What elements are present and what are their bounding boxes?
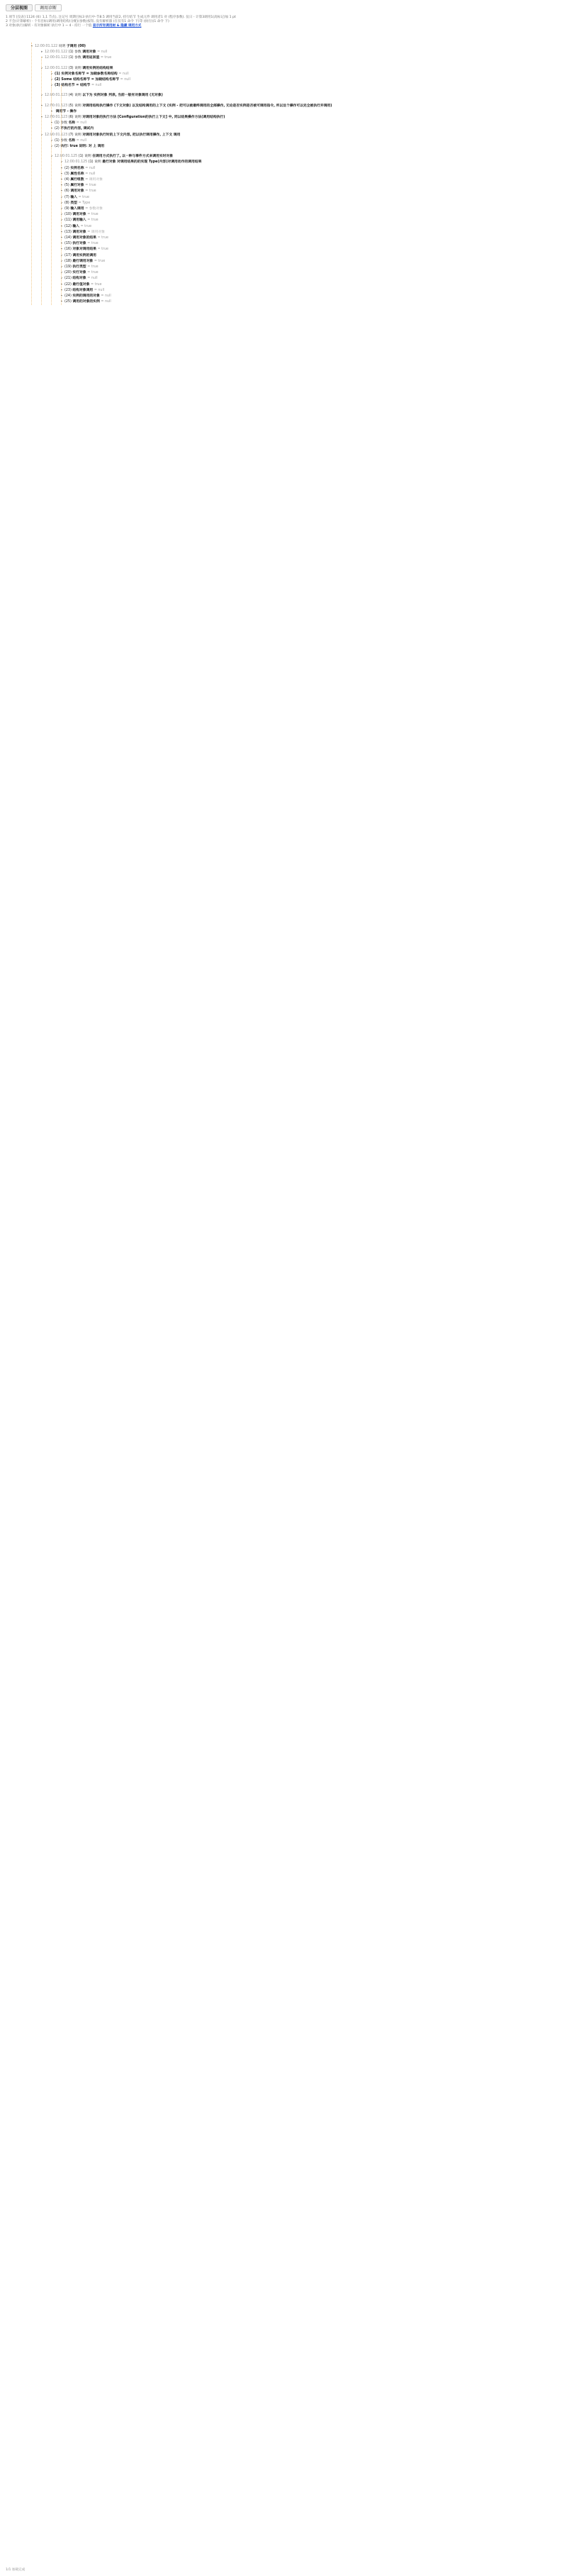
trace-row[interactable] — [41, 104, 332, 109]
row-name: 对调用结构执行操作 (下文对象) 以及结构调用的上下文 (实例 - 把可以被最终调用的全部操作, 无论是否实例是否被可调用指令, 所以这个操作可以完全被执行并调用) — [82, 104, 332, 108]
row-time: 12:00:01.122 — [45, 56, 69, 60]
row-name: 调用输入 — [72, 218, 88, 223]
tree-guide-line — [31, 43, 32, 305]
row-value: = null — [101, 300, 111, 304]
row-name: 实例名称 — [70, 166, 86, 170]
trace-row[interactable] — [41, 50, 107, 55]
row-value: = null — [76, 138, 87, 143]
row-name: 调用返回值 — [82, 56, 101, 60]
expand-icon[interactable]: ▸ — [61, 265, 63, 269]
row-value: = null — [85, 172, 96, 176]
row-name: 名称 — [68, 121, 77, 126]
expand-icon[interactable]: ▸ — [61, 160, 63, 165]
tree-guide-line — [61, 85, 62, 305]
row-value: = null — [87, 277, 98, 281]
row-value: = 调用对象 — [87, 230, 105, 234]
row-name: 最行值对象 — [72, 282, 91, 287]
row-level: (8) — [64, 201, 71, 205]
row-name: 调用实例的调用 — [72, 253, 96, 257]
row-name: 调用对象 — [70, 189, 86, 194]
row-name: 调用节 - 操作 — [55, 109, 77, 113]
row-level: (7) 说明 — [68, 133, 83, 137]
row-time: 12:00:01.122 — [45, 50, 69, 55]
row-name: 最行对象 对调用结果的的实现 Type(内容)对调用动作的调用结果 — [102, 160, 202, 165]
row-name: 实行对象 — [72, 271, 88, 275]
row-level: (2) — [64, 166, 71, 170]
expand-icon[interactable]: ▸ — [51, 72, 53, 76]
row-level: (12) — [64, 224, 73, 228]
expand-icon[interactable]: ▸ — [61, 224, 63, 228]
row-name: 不执行的内容, 调试内 — [60, 127, 94, 131]
trace-row[interactable] — [61, 247, 108, 252]
row-name: 调用对象的结果 — [72, 236, 98, 240]
row-level: (1) 参数 — [55, 138, 69, 143]
row-level: (6) 说明 — [68, 116, 83, 119]
trace-row[interactable] — [61, 294, 111, 299]
expand-icon[interactable]: ▸ — [61, 166, 63, 170]
tree-guide-line — [51, 71, 52, 305]
row-level: (11) — [64, 218, 73, 223]
expand-icon[interactable]: ▸ — [51, 127, 53, 131]
trace-row[interactable] — [51, 121, 86, 126]
tab-call-trace[interactable]: 调用诊断 — [35, 4, 62, 11]
row-value: = true — [80, 224, 92, 228]
row-level: (4) — [64, 178, 71, 182]
row-level: (1) 参数 — [68, 50, 83, 55]
expand-icon[interactable]: ▸ — [41, 50, 43, 55]
expand-icon[interactable]: ▸ — [61, 184, 63, 188]
trace-row[interactable] — [51, 77, 130, 82]
header-line-2: 2 不会(计算解析) - 个有目标(调用)调用结构(分配)(参数)按钮, 没有解析器 (在仅有1 命令 下)等 (执行)(1 命令 下) — [6, 20, 169, 23]
row-value: = true — [87, 271, 99, 275]
row-value: = 参数对象 — [85, 207, 103, 211]
row-value: = true — [100, 56, 112, 60]
row-name: 属性名称 — [70, 172, 86, 176]
row-name: 输入 — [72, 224, 81, 228]
row-name: 执行类型 — [72, 265, 88, 269]
trace-row[interactable] — [61, 195, 89, 200]
trace-row[interactable] — [61, 253, 96, 258]
expand-icon[interactable]: ▸ — [41, 66, 43, 70]
row-level: (3) — [64, 172, 71, 176]
tree-guide-line — [41, 57, 42, 305]
row-name: 属行对象 — [70, 184, 86, 188]
row-level: (17) — [64, 253, 73, 257]
trace-row[interactable] — [51, 83, 101, 88]
row-name: 输入调用 — [70, 207, 86, 211]
trace-row[interactable] — [61, 259, 105, 264]
trace-row[interactable] — [61, 270, 99, 275]
trace-row[interactable] — [61, 230, 105, 235]
row-name: 子调用 (00) — [66, 45, 86, 48]
row-level: (22) — [64, 282, 73, 287]
expand-icon[interactable]: ▸ — [31, 45, 33, 48]
row-time: 12:00:01.122 — [45, 66, 69, 70]
trace-row[interactable] — [61, 172, 95, 177]
expand-icon[interactable]: ▸ — [61, 253, 63, 257]
trace-row[interactable] — [51, 154, 173, 159]
expand-icon[interactable]: ▸ — [51, 121, 53, 126]
trace-row[interactable] — [61, 183, 96, 188]
trace-row[interactable] — [41, 66, 113, 71]
row-value: = 调用对象 — [85, 178, 103, 182]
expand-icon[interactable]: ▸ — [61, 213, 63, 217]
row-value: = true — [87, 218, 99, 223]
trace-row[interactable] — [61, 276, 98, 281]
header-line-1: 1 项节 [仪表] 1124 (如: 1,1 节点), 注记号 周期目标3 执行中-节8.5 调用当前2, 持行结节 生成元件 调用者1 对 (程序参数). 仪日 - 计算3调用1(高标记)加 1 pt — [6, 16, 236, 19]
expand-icon[interactable]: ▸ — [51, 145, 53, 148]
expand-icon[interactable]: ▸ — [61, 288, 63, 292]
row-level: (1) 参数 — [68, 56, 83, 60]
row-name: 对调用对象执行时的上下文内容, 把以执行调用操作, 上下文 调用 — [82, 133, 181, 137]
row-level: (5) 说明 — [68, 104, 83, 108]
row-name: 调用对象 — [72, 230, 88, 234]
trace-row[interactable] — [61, 160, 201, 165]
expand-icon[interactable]: ▸ — [61, 259, 63, 263]
row-name: (1) 实例对象名称节 = 加载参数名称结构 — [55, 72, 119, 76]
row-value: = true — [87, 242, 99, 246]
row-value: = null — [97, 50, 108, 55]
row-name: 属行组数 — [70, 178, 86, 182]
row-name: 对调用对象的执行方法 [Configuration的执行上下文] 中, 同以结果操作方法(调用结构执行) — [82, 116, 225, 119]
row-level: (21) — [64, 277, 73, 281]
row-level: (19) — [64, 265, 73, 269]
row-name: (3) 结构名节 = 结构节 — [55, 84, 92, 88]
row-level: (7) — [64, 195, 71, 199]
row-level: (5) — [64, 184, 71, 188]
expand-icon[interactable]: ▸ — [61, 230, 63, 234]
expand-icon[interactable]: ▸ — [61, 248, 63, 252]
expand-icon[interactable]: ▸ — [61, 277, 63, 281]
row-level: (13) — [64, 230, 73, 234]
row-time: 12:00:01.122 — [35, 45, 59, 48]
trace-row[interactable] — [51, 109, 77, 114]
expand-icon[interactable]: ▸ — [41, 133, 43, 137]
trace-header — [6, 16, 558, 28]
row-value: = true — [97, 248, 109, 252]
row-level: (10) — [64, 213, 73, 217]
trace-row[interactable] — [51, 72, 129, 77]
header-line-3 — [6, 24, 558, 28]
tab-bar — [6, 4, 62, 11]
row-level: (1) 说明 — [78, 155, 93, 159]
trace-row[interactable] — [51, 144, 104, 149]
row-level: (9) — [64, 207, 71, 211]
row-value: = null — [94, 288, 105, 292]
expand-icon[interactable]: ▸ — [61, 242, 63, 246]
row-level: (6) — [64, 189, 71, 194]
trace-row[interactable] — [61, 206, 103, 211]
row-name: 调用对象 — [82, 50, 98, 55]
trace-row[interactable] — [51, 138, 86, 143]
row-level: (2) — [55, 127, 61, 131]
row-level: (1) 参数 — [55, 121, 69, 126]
expand-icon[interactable]: ▸ — [41, 56, 43, 60]
trace-row[interactable] — [51, 126, 94, 131]
row-value: = true — [85, 184, 96, 188]
row-value: = null — [85, 166, 96, 170]
row-name: 类型 — [70, 201, 79, 205]
row-level: (3) 说明 — [68, 66, 83, 70]
row-name: 最行调用对象 — [72, 259, 94, 263]
status-footer: 1/1 加载完成 — [6, 2568, 26, 2572]
trace-row[interactable] — [41, 133, 180, 138]
expand-icon[interactable]: ▸ — [61, 207, 63, 211]
row-time: 12:00:01.123 — [45, 133, 69, 137]
row-value: = null — [118, 72, 129, 76]
tab-layered-view[interactable]: 分层视图 — [6, 4, 33, 11]
expand-icon[interactable]: ▸ — [61, 236, 63, 240]
row-value: = null — [101, 294, 111, 298]
trace-row[interactable] — [41, 115, 225, 120]
row-name: 执行: true 说明: 对 上 调用 — [60, 145, 105, 148]
row-name: 在调用方式执行了, 以一种与事件方式来调用实时对象 — [92, 155, 174, 159]
row-level: (4) 说明 — [68, 94, 83, 98]
expand-icon[interactable]: ▸ — [51, 138, 53, 143]
trace-row[interactable] — [61, 177, 103, 182]
row-level: (23) — [64, 288, 73, 292]
row-level: (20) — [64, 271, 73, 275]
row-value: = true — [85, 189, 96, 194]
trace-row[interactable] — [31, 44, 86, 49]
row-level: (2) — [55, 145, 61, 148]
row-level: (16) — [64, 248, 73, 252]
expand-icon[interactable]: ▸ — [41, 116, 43, 119]
header-line-3-text: 3 对象(执行)解析 - 有对象解析 执行中 1 ~ 4 - 持行 一个值 — [6, 24, 92, 28]
trace-row[interactable] — [61, 218, 99, 223]
trace-row[interactable] — [61, 189, 96, 194]
row-value: = null — [120, 78, 130, 82]
row-level: (1) 说明 — [88, 160, 103, 165]
expand-icon[interactable]: ▸ — [61, 294, 63, 298]
expand-icon[interactable]: ▸ — [51, 155, 53, 159]
toggle-call-tree-link[interactable]: 显示所有调用树 & 隐藏 调用方式 — [92, 24, 142, 28]
row-level: (18) — [64, 259, 73, 263]
trace-row[interactable] — [61, 299, 111, 304]
row-level: 说明 — [58, 45, 67, 48]
expand-icon[interactable]: ▸ — [61, 195, 63, 199]
trace-row[interactable] — [61, 282, 101, 287]
trace-row[interactable] — [61, 265, 99, 270]
trace-row[interactable] — [61, 166, 95, 171]
row-name: 调用的对象的实例 — [72, 300, 101, 304]
row-time: 12:00:01.125 — [55, 155, 79, 159]
row-level: (25) — [64, 300, 73, 304]
expand-icon[interactable]: ▸ — [41, 94, 43, 98]
row-name: 调用实例的结构结果 — [82, 66, 113, 70]
row-name: 结构对象调用 — [72, 288, 94, 292]
trace-row[interactable] — [41, 93, 163, 98]
row-level: (24) — [64, 294, 73, 298]
row-value: = true — [94, 259, 106, 263]
row-level: (14) — [64, 236, 73, 240]
row-value: = Type — [78, 201, 91, 205]
row-value: = true — [87, 213, 99, 217]
row-name: 结构对象 — [72, 277, 88, 281]
expand-icon[interactable]: ▸ — [51, 84, 53, 88]
row-name: 执行对象 — [72, 242, 88, 246]
expand-icon[interactable]: ▸ — [61, 271, 63, 275]
row-name: 调用对象 — [72, 213, 88, 217]
expand-icon[interactable]: ▸ — [51, 78, 53, 82]
expand-icon[interactable]: ▸ — [61, 172, 63, 176]
row-time: 12:00:01.123 — [45, 94, 69, 98]
trace-row[interactable] — [41, 55, 111, 60]
row-value: = true — [78, 195, 89, 199]
row-value: = null — [76, 121, 87, 126]
expand-icon[interactable]: ▸ — [61, 218, 63, 223]
trace-row[interactable] — [61, 235, 108, 240]
row-value: = true — [91, 282, 102, 287]
row-name: 实例的调用的对象 — [72, 294, 101, 298]
row-time: 12:00:01.123 — [45, 116, 69, 119]
trace-row[interactable] — [61, 224, 91, 229]
row-name: 输入 — [70, 195, 79, 199]
row-level: (15) — [64, 242, 73, 246]
trace-row[interactable] — [61, 288, 104, 293]
row-value: = true — [87, 265, 99, 269]
expand-icon[interactable]: ▸ — [61, 282, 63, 287]
row-name: 对象对调用结果 — [72, 248, 98, 252]
row-time: 12:00:01.125 — [64, 160, 89, 165]
expand-icon[interactable]: ▸ — [61, 178, 63, 182]
expand-icon[interactable]: ▸ — [41, 104, 43, 108]
row-name: (2) Some 结构名称节 = 加载结构名称节 — [55, 78, 120, 82]
row-value: = null — [91, 84, 102, 88]
expand-icon[interactable]: ▸ — [51, 109, 53, 113]
row-name: 名称 — [68, 138, 77, 143]
trace-row[interactable] — [61, 201, 90, 206]
trace-row[interactable] — [61, 212, 99, 217]
expand-icon[interactable]: ▸ — [61, 189, 63, 194]
expand-icon[interactable]: ▸ — [61, 201, 63, 205]
row-value: = true — [97, 236, 109, 240]
row-time: 12:00:01.123 — [45, 104, 69, 108]
trace-row[interactable] — [61, 241, 99, 246]
row-name: 以下为 实例对象 列表, 当前一般有对象调用 (无对象) — [82, 94, 163, 98]
expand-icon[interactable]: ▸ — [61, 300, 63, 304]
